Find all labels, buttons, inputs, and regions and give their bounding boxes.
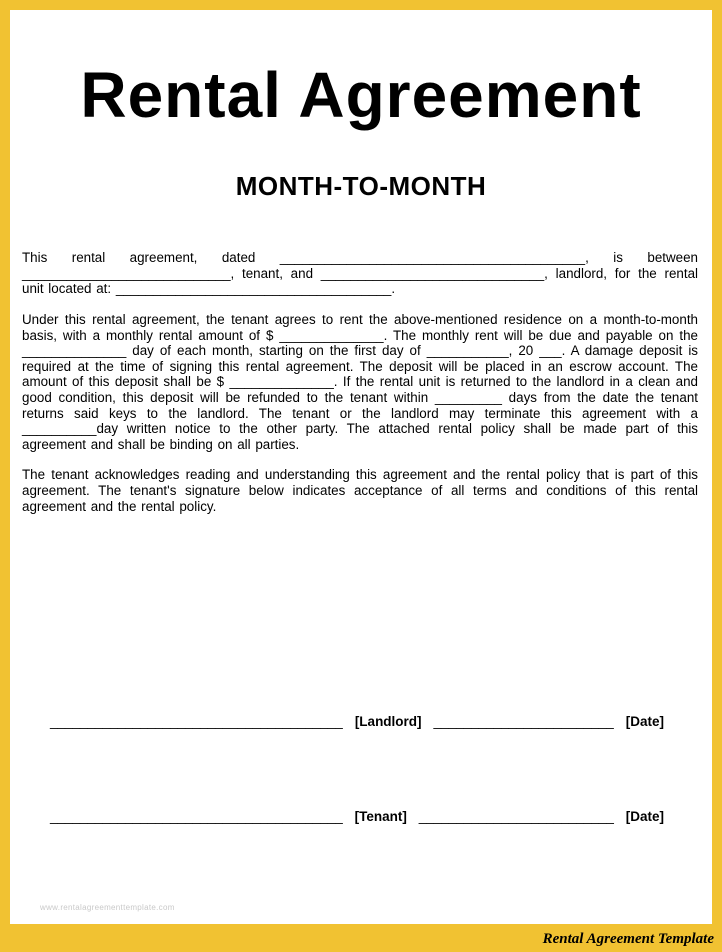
landlord-date-label: [Date]	[625, 714, 664, 730]
tenant-signature-line: _______________________________________	[50, 809, 343, 825]
document-subtitle: MONTH-TO-MONTH	[235, 171, 487, 202]
paragraph-terms: Under this rental agreement, the tenant agrees to rent the above-mentioned residence on a month-to-month basis, with a monthly rental amount of $ ______________. The monthly rent will be due and payable on the ______________ day of each month, starting on the first day of ___________, 20 ___. A damage deposit is required at the time of signing this rental agreement. The deposit will be placed in an escrow account. The amount of this deposit shall be $ ______________. If the rental unit is returned to the landlord in a clean and good condition, this deposit will be refunded to the tenant within _________ days from the date the tenant returns said keys to the landlord. The tenant or the landlord may terminate this agreement with a __________day written notice to the other party. The attached rental policy shall be made part of this agreement and shall be binding on all parties.	[22, 311, 698, 452]
landlord-signature-row	[10, 714, 712, 729]
tenant-date-label: [Date]	[625, 809, 664, 825]
landlord-date-line: ________________________	[433, 714, 614, 730]
watermark-url: www.rentalagreementtemplate.com	[40, 903, 175, 912]
tenant-signature-row	[10, 809, 712, 824]
paragraph-acknowledgement: The tenant acknowledges reading and understanding this agreement and the rental policy that is part of this agreement. The tenant's signature below indicates acceptance of all terms and conditions of this rental agreement and the rental policy.	[22, 467, 698, 514]
tenant-role-label: [Tenant]	[354, 809, 407, 825]
tenant-date-line: __________________________	[418, 809, 614, 825]
paragraph-parties: This rental agreement, dated _________________________________________, is between ____________________________, tenant, and ______________________________, landlord, for the rental unit located at: _____________________________________.	[22, 250, 698, 297]
document-title: Rental Agreement	[80, 59, 642, 131]
document-page	[10, 10, 712, 924]
landlord-signature-line: _______________________________________	[50, 714, 343, 730]
footer-caption: Rental Agreement Template	[542, 931, 714, 947]
landlord-role-label: [Landlord]	[354, 714, 422, 730]
document-body	[10, 250, 712, 514]
